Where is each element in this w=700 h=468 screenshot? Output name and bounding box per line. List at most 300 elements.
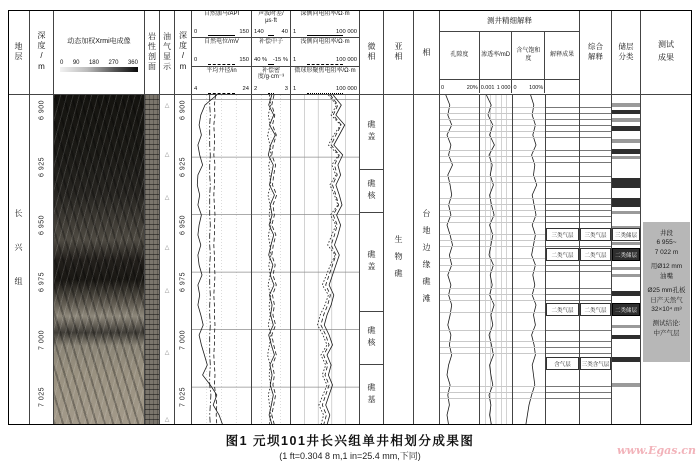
interval-line xyxy=(580,198,611,199)
header-rlls xyxy=(291,38,359,66)
header-strata xyxy=(8,10,30,95)
interp-result-label: 三类气层 xyxy=(546,228,579,241)
curve-孔隙度 xyxy=(446,95,453,425)
depth-label: 6 925 xyxy=(38,157,45,178)
interval-line xyxy=(580,271,611,272)
header-image xyxy=(54,10,145,95)
image-scale-tick: 270 xyxy=(108,60,119,66)
curve-微球形聚焦电阻率 xyxy=(318,95,341,425)
depth-column-right xyxy=(175,95,192,425)
image-title: 动态加权Xrmi电成像 xyxy=(67,38,131,45)
interval-line xyxy=(440,271,479,272)
image-scale-tick: 90 xyxy=(72,60,80,66)
interval-line xyxy=(440,131,479,132)
rlld-left: 1 xyxy=(293,28,297,35)
interval-line xyxy=(580,392,611,393)
rlls-rule xyxy=(307,64,343,65)
interval-line xyxy=(480,341,512,342)
depth-label: 7 025 xyxy=(179,387,187,408)
track-plot-t2 xyxy=(252,95,290,425)
interval-line xyxy=(513,131,545,132)
microfacies-segment xyxy=(360,95,383,170)
header-facies-label: 相 xyxy=(422,47,431,57)
interval-line xyxy=(513,294,545,295)
interval-line xyxy=(513,240,545,241)
header-fine-interp-group xyxy=(440,10,580,95)
interval-line xyxy=(580,398,611,399)
interval-line xyxy=(440,330,479,331)
interval-line xyxy=(580,330,611,331)
header-facies xyxy=(414,10,440,95)
depth-label: 7 000 xyxy=(38,329,45,350)
interval-line xyxy=(546,198,579,199)
cnl-right: -15 % xyxy=(272,56,288,63)
reservoir-class-bar xyxy=(612,267,640,270)
strata-column xyxy=(8,95,30,425)
interval-line xyxy=(440,162,479,163)
oilgas-show-mark: △ xyxy=(164,195,170,201)
interval-line xyxy=(440,240,479,241)
header-lithology xyxy=(145,10,160,95)
oilgas-show-column xyxy=(160,95,175,425)
interval-line xyxy=(480,246,512,247)
interval-line xyxy=(546,386,579,387)
header-lithology-label: 岩性剖面 xyxy=(147,32,157,72)
interval-line xyxy=(480,386,512,387)
oilgas-show-mark: △ xyxy=(164,288,170,294)
track-plot-t1 xyxy=(192,95,251,425)
cnl-title: 补偿中子 xyxy=(258,39,283,46)
header-reservoir-class-label: 储层分类 xyxy=(618,41,634,61)
interval-line xyxy=(440,392,479,393)
interval-line xyxy=(480,198,512,199)
interval-line xyxy=(440,234,479,235)
interp-result-label: 二类气层 xyxy=(546,303,579,316)
interval-line xyxy=(580,246,611,247)
curve-浅侧向电阻率 xyxy=(321,95,341,425)
cal-rule xyxy=(208,93,235,94)
interval-line xyxy=(480,392,512,393)
image-scale xyxy=(54,46,144,66)
interval-line xyxy=(440,341,479,342)
header-test-result xyxy=(641,10,692,95)
image-scale-tick: 0 xyxy=(60,60,64,66)
interval-line xyxy=(546,210,579,211)
interval-line xyxy=(480,288,512,289)
test-result-line: 油嘴 xyxy=(660,272,673,280)
interval-line xyxy=(546,162,579,163)
interval-line xyxy=(480,113,512,114)
microfacies-column xyxy=(360,95,384,425)
header-track3 xyxy=(291,10,360,95)
msfl-left: 1 xyxy=(293,86,297,93)
ac-rule xyxy=(268,35,274,36)
reservoir-class-bar xyxy=(612,198,640,207)
facies-name: 台地边缘礁滩 xyxy=(422,209,431,311)
porosity-column xyxy=(440,95,480,425)
header-oilgas xyxy=(160,10,175,95)
test-result-line: 7 022 m xyxy=(654,248,679,256)
watermark: www.Egas.cn xyxy=(616,444,696,457)
reservoir-class-bar xyxy=(612,139,640,143)
interval-line xyxy=(546,107,579,108)
interval-line xyxy=(513,392,545,393)
interval-line xyxy=(480,240,512,241)
interval-line xyxy=(580,341,611,342)
cal-left: 4 xyxy=(194,86,198,93)
interval-line xyxy=(440,216,479,217)
interval-line xyxy=(546,246,579,247)
interval-line xyxy=(513,386,545,387)
header-sp xyxy=(192,38,251,66)
microfacies-label: 礁基 xyxy=(367,383,376,407)
interval-line xyxy=(580,113,611,114)
header-ac xyxy=(252,10,290,38)
interval-line xyxy=(546,113,579,114)
header-gr xyxy=(192,10,251,38)
interval-line xyxy=(440,137,479,138)
interval-line xyxy=(513,176,545,177)
header-reservoir-class xyxy=(612,10,641,95)
header-comprehensive xyxy=(580,10,612,95)
header-track1 xyxy=(192,10,252,95)
interval-line xyxy=(440,113,479,114)
gas-sat-scale: 0 100% xyxy=(512,80,545,93)
sp-left: 0 xyxy=(194,56,198,63)
header-oilgas-label: 油气显示 xyxy=(162,32,172,72)
interval-line xyxy=(546,156,579,157)
reservoir-class-label: 三类储层 xyxy=(612,228,640,241)
comprehensive-label: 三类含气层 xyxy=(580,357,611,370)
reservoir-class-bar xyxy=(612,357,640,362)
rlls-right: 100 000 xyxy=(336,56,357,63)
interval-line xyxy=(440,300,479,301)
interval-line xyxy=(480,156,512,157)
interval-line xyxy=(580,156,611,157)
interval-line xyxy=(580,210,611,211)
track-plot-por xyxy=(440,95,479,425)
interval-line xyxy=(513,182,545,183)
interval-line xyxy=(513,246,545,247)
depth-column-left xyxy=(30,95,54,425)
interval-line xyxy=(546,125,579,126)
comprehensive-column xyxy=(580,95,612,425)
track-plot-perm xyxy=(480,95,512,425)
image-scale-tick: 180 xyxy=(88,60,99,66)
interval-line xyxy=(580,288,611,289)
interval-line xyxy=(440,246,479,247)
interval-line xyxy=(580,294,611,295)
cnl-rule xyxy=(268,64,274,65)
cal-right: 24 xyxy=(242,86,249,93)
sp-right: 150 xyxy=(239,56,249,63)
interval-line xyxy=(480,131,512,132)
depth-label: 6 925 xyxy=(179,157,187,178)
den-rule xyxy=(268,93,274,94)
interval-line xyxy=(513,204,545,205)
ac-right: 40 xyxy=(281,28,288,35)
comprehensive-label: 二类气层 xyxy=(580,303,611,316)
header-den xyxy=(252,67,290,95)
header-strata-label: 地层 xyxy=(14,42,23,62)
reservoir-class-bar xyxy=(612,149,640,154)
interval-line xyxy=(513,271,545,272)
interval-line xyxy=(440,204,479,205)
ac-title: 声波时差/μs·ft xyxy=(258,11,284,24)
header-track2 xyxy=(252,10,291,95)
interval-line xyxy=(580,131,611,132)
figure-caption: 图1 元坝101井长兴组单井相划分成果图 xyxy=(225,434,475,448)
interval-line xyxy=(513,150,545,151)
header-depth-right-label: 深度/m xyxy=(178,31,188,73)
interval-line xyxy=(546,204,579,205)
microfacies-segment xyxy=(360,213,383,312)
den-left: 2 xyxy=(254,86,258,93)
image-scale-tick: 360 xyxy=(127,60,138,66)
interval-line xyxy=(580,353,611,354)
interp-result-scale xyxy=(545,80,579,93)
gr-left: 0 xyxy=(194,28,198,35)
test-result-line: 中产气层 xyxy=(653,329,680,337)
reservoir-class-bar xyxy=(612,242,640,245)
header-cnl xyxy=(252,38,290,66)
test-result-line: 井段 xyxy=(660,230,673,237)
cnl-left: 40 % xyxy=(254,56,268,63)
interval-line xyxy=(440,398,479,399)
interval-line xyxy=(440,288,479,289)
interval-line xyxy=(513,119,545,120)
interval-line xyxy=(513,222,545,223)
interval-line xyxy=(440,107,479,108)
interval-line xyxy=(580,176,611,177)
interval-line xyxy=(580,265,611,266)
microfacies-label: 礁盖 xyxy=(367,250,376,274)
msfl-rule xyxy=(307,93,343,94)
interval-line xyxy=(546,398,579,399)
interval-line xyxy=(440,258,479,259)
interval-line xyxy=(440,198,479,199)
ac-left: 140 xyxy=(254,28,264,35)
cal-title: 平均井径/in xyxy=(206,67,237,74)
interval-line xyxy=(580,300,611,301)
interval-line xyxy=(546,216,579,217)
figure-caption-note: (1 ft=0.304 8 m,1 in=25.4 mm,下同) xyxy=(279,451,421,461)
rlls-left: 1 xyxy=(293,56,297,63)
interp-result-label: 含气层 xyxy=(546,357,579,370)
interval-line xyxy=(546,131,579,132)
track-resistivity xyxy=(291,95,360,425)
test-result-box xyxy=(643,222,690,362)
rlls-title: 浅侧向电阻率/Ω·m xyxy=(300,39,350,46)
interval-line xyxy=(546,222,579,223)
depth-label: 6 900 xyxy=(179,99,187,120)
reservoir-class-bar xyxy=(612,178,640,188)
interval-line xyxy=(480,265,512,266)
interval-line xyxy=(513,341,545,342)
microfacies-segment xyxy=(360,170,383,213)
oilgas-show-mark: △ xyxy=(164,350,170,356)
interval-line xyxy=(546,330,579,331)
fine-interp-title: 测井精细解释 xyxy=(440,10,579,32)
microfacies-label: 礁核 xyxy=(367,179,376,203)
interval-line xyxy=(513,288,545,289)
sp-title: 自然电位/mV xyxy=(204,39,239,46)
interval-line xyxy=(480,347,512,348)
curve-自然电位 xyxy=(214,95,217,425)
interval-line xyxy=(546,353,579,354)
oilgas-show-mark: △ xyxy=(164,245,170,251)
reservoir-class-bar xyxy=(612,156,640,159)
interval-line xyxy=(440,312,479,313)
interval-line xyxy=(580,222,611,223)
test-result-line: 用Ø12 mm xyxy=(650,263,683,271)
subfacies-name: 生物礁 xyxy=(394,234,403,286)
interval-line xyxy=(440,347,479,348)
test-result-line: 6 955~ xyxy=(656,239,677,247)
track-ac-cnl-den xyxy=(252,95,291,425)
header-rlld xyxy=(291,10,359,38)
header-subfacies-label: 亚相 xyxy=(394,42,403,62)
interval-line xyxy=(513,347,545,348)
interval-line xyxy=(546,265,579,266)
interval-line xyxy=(440,294,479,295)
interval-line xyxy=(440,210,479,211)
test-result-line: 32×10⁴ m³ xyxy=(651,305,682,313)
track-plot-sat xyxy=(513,95,545,425)
interval-line xyxy=(580,119,611,120)
interval-line xyxy=(480,182,512,183)
msfl-title: 微球形聚焦电阻率/Ω·m xyxy=(294,67,356,74)
interval-line xyxy=(513,234,545,235)
interval-line xyxy=(480,150,512,151)
interval-line xyxy=(546,288,579,289)
interval-line xyxy=(546,341,579,342)
depth-label: 6 950 xyxy=(38,214,45,235)
interval-line xyxy=(513,258,545,259)
interval-line xyxy=(580,162,611,163)
interval-line xyxy=(480,107,512,108)
interval-line xyxy=(480,210,512,211)
interval-line xyxy=(513,353,545,354)
reservoir-class-bar xyxy=(612,274,640,277)
test-result-line: 日产天然气 xyxy=(650,296,683,304)
interval-line xyxy=(580,216,611,217)
header-test-result-label: 测试成果 xyxy=(658,40,674,62)
interval-line xyxy=(480,119,512,120)
oilgas-show-mark: △ xyxy=(164,103,170,109)
interval-line xyxy=(440,176,479,177)
interval-line xyxy=(546,300,579,301)
interval-line xyxy=(480,330,512,331)
interval-line xyxy=(480,353,512,354)
reservoir-class-bar xyxy=(612,126,640,131)
interval-line xyxy=(480,234,512,235)
interval-line xyxy=(513,198,545,199)
header-msfl xyxy=(291,67,359,95)
interval-line xyxy=(513,330,545,331)
interval-line xyxy=(513,398,545,399)
header-comprehensive-label: 综合解释 xyxy=(588,41,603,61)
track-plot-t3 xyxy=(291,95,359,425)
interval-line xyxy=(546,182,579,183)
interval-line xyxy=(480,258,512,259)
porosity-scale: 0 20% xyxy=(440,80,480,93)
interval-line xyxy=(546,392,579,393)
interval-line xyxy=(440,182,479,183)
msfl-right: 100 000 xyxy=(336,86,357,93)
gr-right: 150 xyxy=(239,28,249,35)
lithology-column xyxy=(145,95,160,425)
interval-line xyxy=(480,398,512,399)
strata-name: 长兴组 xyxy=(14,209,23,311)
reservoir-class-bar xyxy=(612,291,640,296)
gas-sat-title: 含气饱和度 xyxy=(512,32,545,79)
interval-line xyxy=(580,204,611,205)
comprehensive-label: 三类气层 xyxy=(580,228,611,241)
interval-line xyxy=(546,271,579,272)
microfacies-label: 礁盖 xyxy=(367,120,376,144)
curve-平均井径 xyxy=(210,95,211,425)
header-cal xyxy=(192,67,251,95)
interval-line xyxy=(480,271,512,272)
interval-line xyxy=(480,216,512,217)
subfacies-column xyxy=(384,95,414,425)
interval-line xyxy=(513,216,545,217)
gas-sat-column xyxy=(513,95,546,425)
xrmi-image-column xyxy=(54,95,145,425)
interval-line xyxy=(546,294,579,295)
reservoir-class-bar xyxy=(612,211,640,214)
curve-补偿中子 xyxy=(272,95,277,425)
den-title: 补偿密度/g·cm⁻³ xyxy=(257,67,285,81)
reservoir-class-bar xyxy=(612,335,640,339)
interval-line xyxy=(440,265,479,266)
microfacies-label: 礁核 xyxy=(367,326,376,350)
track-gr-sp-cal xyxy=(192,95,252,425)
comprehensive-label: 二类气层 xyxy=(580,248,611,261)
interval-line xyxy=(440,353,479,354)
interval-line xyxy=(480,162,512,163)
interval-line xyxy=(546,150,579,151)
interval-line xyxy=(580,125,611,126)
reservoir-class-bar xyxy=(612,103,640,107)
interval-line xyxy=(440,156,479,157)
reservoir-class-label: 二类储层 xyxy=(612,248,640,261)
permeability-title: 渗透率/mD xyxy=(480,32,513,79)
interval-line xyxy=(580,182,611,183)
header-subfacies xyxy=(384,10,414,95)
interval-line xyxy=(580,107,611,108)
reservoir-class-bar xyxy=(612,110,640,114)
depth-label: 6 975 xyxy=(38,272,45,293)
interval-line xyxy=(513,125,545,126)
interval-line xyxy=(513,300,545,301)
interval-line xyxy=(580,137,611,138)
test-result-line: Ø25 mm孔板 xyxy=(647,287,686,295)
interval-line xyxy=(513,156,545,157)
microfacies-segment xyxy=(360,365,383,425)
sp-rule xyxy=(208,64,235,65)
rlld-rule xyxy=(307,35,343,36)
interval-line xyxy=(480,176,512,177)
depth-label: 6 900 xyxy=(38,99,45,120)
interval-line xyxy=(480,300,512,301)
interval-line xyxy=(480,222,512,223)
reservoir-class-label: 二类储层 xyxy=(612,303,640,316)
interval-line xyxy=(480,137,512,138)
interval-line xyxy=(546,347,579,348)
interval-line xyxy=(440,386,479,387)
